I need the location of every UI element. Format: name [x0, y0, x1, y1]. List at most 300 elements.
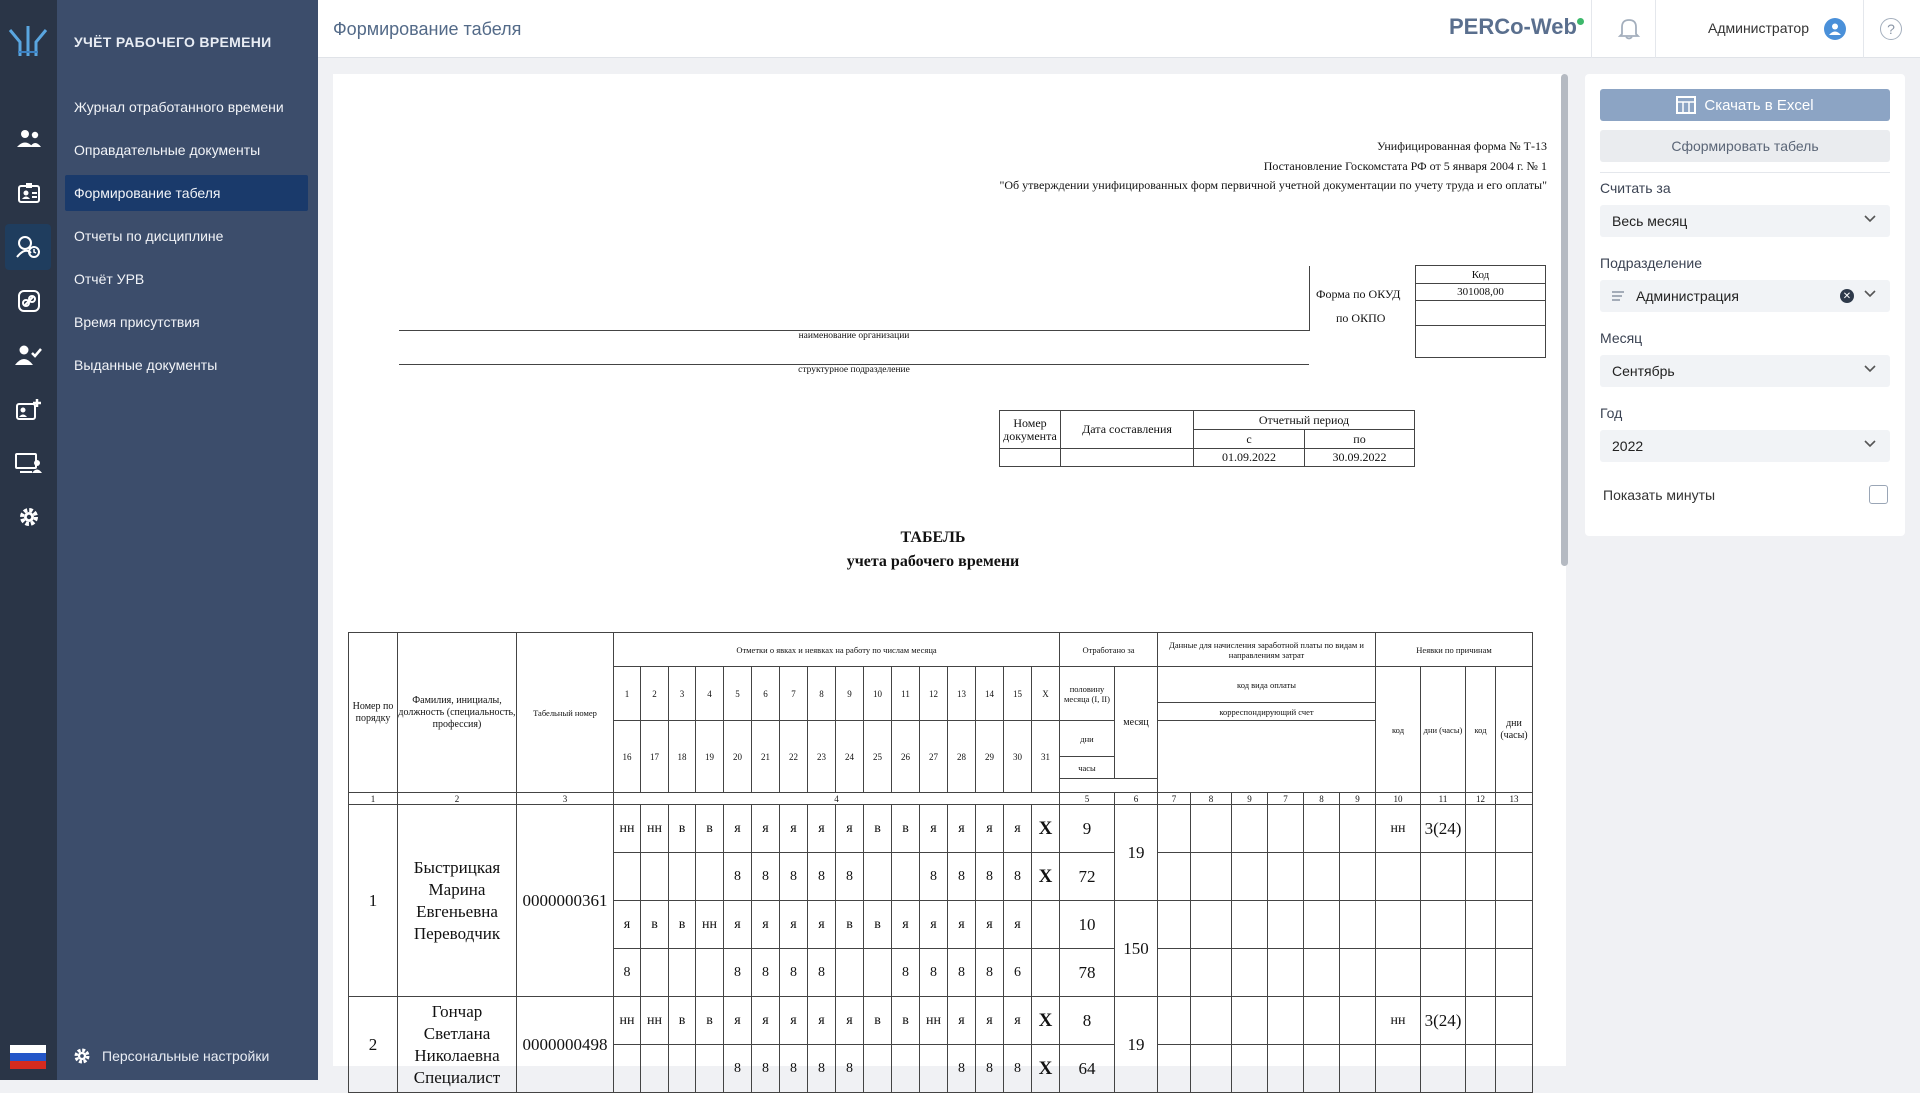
status-dot-icon: [1577, 18, 1584, 25]
period-to-value: 30.09.2022: [1305, 449, 1415, 467]
col-number: 8: [1191, 793, 1232, 805]
half-hours: 72: [1060, 853, 1115, 901]
brand-logo: [1449, 14, 1584, 40]
document-viewer[interactable]: [333, 74, 1566, 1087]
day-mark: 8: [808, 949, 836, 997]
day-mark: нн: [614, 805, 641, 853]
day-number: 16: [614, 721, 641, 793]
day-mark: [641, 949, 669, 997]
abs-days-hours: [1421, 1045, 1466, 1093]
pay-cell: [1268, 901, 1304, 949]
avatar[interactable]: [1824, 18, 1846, 40]
header-tab-number: Табельный номер: [517, 633, 614, 793]
half-days: 10: [1060, 901, 1115, 949]
month-value: Сентябрь: [1612, 363, 1675, 379]
link-icon[interactable]: [0, 278, 57, 324]
header-abs-code-2: код: [1466, 667, 1496, 793]
abs-days-hours-2: [1496, 853, 1533, 901]
day-mark: в: [669, 805, 696, 853]
form-header-line: Унифицированная форма № Т-13: [1376, 139, 1547, 153]
division-caption: структурное подразделение: [798, 365, 910, 375]
abs-days-hours: [1421, 853, 1466, 901]
day-mark: 8: [976, 1045, 1004, 1093]
day-mark: 8: [920, 853, 948, 901]
chevron-down-icon: [1864, 440, 1876, 448]
chevron-down-icon: [1864, 215, 1876, 223]
day-number: 28: [948, 721, 976, 793]
user-avatar-icon: [1828, 22, 1842, 36]
day-mark: 8: [808, 853, 836, 901]
pay-cell: [1158, 805, 1191, 853]
col-number: 7: [1268, 793, 1304, 805]
day-mark: 8: [836, 1045, 864, 1093]
org-caption: наименование организации: [798, 331, 910, 341]
day-mark: я: [1004, 997, 1032, 1045]
half-days: 8: [1060, 997, 1115, 1045]
day-number: X: [1032, 667, 1060, 721]
day-number: 19: [696, 721, 724, 793]
day-number: 20: [724, 721, 752, 793]
day-mark: я: [752, 805, 780, 853]
header-days: дни: [1060, 721, 1115, 757]
month-days: 19: [1115, 805, 1158, 901]
day-number: 11: [892, 667, 920, 721]
abs-days-hours: 3(24): [1421, 805, 1466, 853]
abs-days-hours: [1421, 949, 1466, 997]
user-name[interactable]: Администратор: [1708, 20, 1810, 36]
month-select[interactable]: [1600, 355, 1890, 387]
day-number: 5: [724, 667, 752, 721]
personal-settings-link[interactable]: [72, 1046, 269, 1066]
day-mark: [864, 853, 892, 901]
form-header-line: "Об утверждении унифицированных форм первичной учетной документации по учету труда и его оплаты": [999, 178, 1547, 192]
day-mark: я: [724, 997, 752, 1045]
period-header: Отчетный период: [1194, 411, 1415, 430]
day-number: 2: [641, 667, 669, 721]
day-number: 6: [752, 667, 780, 721]
day-mark: 8: [836, 853, 864, 901]
pay-cell: [1158, 997, 1191, 1045]
day-number: 12: [920, 667, 948, 721]
pay-cell: [1191, 997, 1232, 1045]
download-excel-button[interactable]: [1600, 89, 1890, 121]
table-icon: [1676, 96, 1696, 114]
id-badge-icon[interactable]: [0, 170, 57, 216]
pay-cell: [1191, 805, 1232, 853]
pay-cell: [1304, 901, 1340, 949]
abs-code: нн: [1376, 997, 1421, 1045]
header-month: месяц: [1115, 667, 1158, 779]
day-mark: 8: [976, 853, 1004, 901]
pay-cell: [1158, 901, 1191, 949]
day-number: 18: [669, 721, 696, 793]
day-number: 4: [696, 667, 724, 721]
day-mark: в: [864, 805, 892, 853]
day-mark: нн: [641, 805, 669, 853]
divider: [1309, 266, 1310, 331]
pay-cell: [1304, 805, 1340, 853]
employee-name: Быстрицкая Марина Евгеньевна Переводчик: [398, 805, 517, 997]
day-mark: я: [808, 901, 836, 949]
pay-cell: [1191, 1045, 1232, 1093]
day-mark: [614, 853, 641, 901]
day-number: 26: [892, 721, 920, 793]
pay-cell: [1340, 997, 1376, 1045]
header-name: Фамилия, инициалы, должность (специальность, профессия): [398, 633, 517, 793]
day-number: 14: [976, 667, 1004, 721]
day-mark: X: [1032, 997, 1060, 1045]
abs-days-hours-2: [1496, 997, 1533, 1045]
col-number: 10: [1376, 793, 1421, 805]
day-mark: я: [808, 997, 836, 1045]
period-from-label: с: [1194, 430, 1305, 449]
day-mark: я: [976, 997, 1004, 1045]
day-mark: 8: [948, 1045, 976, 1093]
timesheet-subtitle: учета рабочего времени: [846, 553, 1020, 570]
abs-code-2: [1466, 949, 1496, 997]
docnum-value: [1000, 449, 1061, 467]
day-number: 1: [614, 667, 641, 721]
col-number: 2: [398, 793, 517, 805]
day-number: 9: [836, 667, 864, 721]
day-mark: X: [1032, 853, 1060, 901]
pay-blank: [1158, 721, 1376, 793]
pay-cell: [1268, 997, 1304, 1045]
day-mark: я: [780, 997, 808, 1045]
day-mark: [641, 1045, 669, 1093]
day-mark: X: [1032, 805, 1060, 853]
user-add-icon[interactable]: [0, 386, 57, 432]
day-mark: 8: [948, 853, 976, 901]
pay-cell: [1191, 949, 1232, 997]
pay-cell: [1340, 805, 1376, 853]
day-mark: 8: [1004, 1045, 1032, 1093]
day-mark: в: [669, 901, 696, 949]
day-mark: X: [1032, 1045, 1060, 1093]
day-mark: нн: [920, 997, 948, 1045]
abs-code: [1376, 1045, 1421, 1093]
col-number: 13: [1496, 793, 1533, 805]
col-number: 11: [1421, 793, 1466, 805]
day-number: 8: [808, 667, 836, 721]
half-hours: 64: [1060, 1045, 1115, 1093]
abs-days-hours-2: [1496, 949, 1533, 997]
okud-label: Форма по ОКУД: [1316, 287, 1401, 301]
divider: [1655, 0, 1656, 58]
day-mark: 8: [780, 949, 808, 997]
day-mark: я: [948, 805, 976, 853]
pay-cell: [1232, 805, 1268, 853]
day-mark: в: [696, 805, 724, 853]
menu-item-justifying-documents[interactable]: Оправдательные документы: [74, 142, 261, 158]
day-mark: [669, 853, 696, 901]
day-mark: [892, 853, 920, 901]
day-mark: 8: [752, 1045, 780, 1093]
count-for-select[interactable]: [1600, 205, 1890, 237]
header-account: корреспондирующий счет: [1158, 703, 1376, 721]
day-number: 27: [920, 721, 948, 793]
day-number: 25: [864, 721, 892, 793]
list-icon: [1612, 291, 1624, 301]
generate-timesheet-button[interactable]: Сформировать табель: [1600, 130, 1890, 162]
code-header: Код: [1416, 266, 1546, 284]
period-from-value: 01.09.2022: [1194, 449, 1305, 467]
help-icon[interactable]: ?: [1880, 18, 1902, 40]
day-mark: 8: [752, 949, 780, 997]
day-number: 13: [948, 667, 976, 721]
menu-item-timesheet-generation[interactable]: Формирование табеля: [65, 175, 308, 211]
day-mark: [864, 1045, 892, 1093]
abs-days-hours-2: [1496, 1045, 1533, 1093]
menu-item-urv-report[interactable]: Отчёт УРВ: [74, 271, 145, 287]
day-mark: [864, 949, 892, 997]
icon-rail: [0, 0, 57, 1080]
half-days: 9: [1060, 805, 1115, 853]
employee-name: Гончар Светлана Николаевна Специалист: [398, 997, 517, 1093]
day-mark: 6: [1004, 949, 1032, 997]
half-hours: 78: [1060, 949, 1115, 997]
abs-days-hours: 3(24): [1421, 997, 1466, 1045]
date-value: [1061, 449, 1194, 467]
col-number: 6: [1115, 793, 1158, 805]
day-mark: я: [976, 901, 1004, 949]
header-worked: Отработано за: [1060, 633, 1158, 667]
month-label: Месяц: [1600, 330, 1643, 346]
top-bar: [318, 0, 1920, 58]
day-mark: нн: [614, 997, 641, 1045]
col-number: 12: [1466, 793, 1496, 805]
day-mark: [892, 1045, 920, 1093]
abs-days-hours-2: [1496, 805, 1533, 853]
day-mark: я: [836, 997, 864, 1045]
pay-cell: [1232, 949, 1268, 997]
header-hours: часы: [1060, 757, 1115, 779]
pay-cell: [1232, 1045, 1268, 1093]
day-number: 31: [1032, 721, 1060, 793]
year-select[interactable]: [1600, 430, 1890, 462]
divider: [1863, 0, 1864, 58]
pay-cell: [1268, 1045, 1304, 1093]
personal-settings-label: Персональные настройки: [102, 1048, 270, 1064]
pay-cell: [1340, 949, 1376, 997]
col-number: 9: [1340, 793, 1376, 805]
day-mark: в: [641, 901, 669, 949]
day-mark: я: [724, 901, 752, 949]
count-for-value: Весь месяц: [1612, 213, 1688, 229]
day-number: 3: [669, 667, 696, 721]
count-for-label: Считать за: [1600, 180, 1671, 196]
day-number: 22: [780, 721, 808, 793]
okpo-code: [1416, 301, 1546, 326]
pay-cell: [1158, 1045, 1191, 1093]
day-number: 23: [808, 721, 836, 793]
user-check-icon[interactable]: [0, 332, 57, 378]
day-number: 29: [976, 721, 1004, 793]
day-mark: [920, 1045, 948, 1093]
pay-cell: [1158, 853, 1191, 901]
abs-code-2: [1466, 997, 1496, 1045]
header-number: Номер по порядку: [349, 633, 398, 793]
day-mark: 8: [752, 853, 780, 901]
pay-cell: [1340, 853, 1376, 901]
col-number: 4: [614, 793, 1060, 805]
col-number: 1: [349, 793, 398, 805]
menu-item-issued-documents[interactable]: Выданные документы: [74, 357, 218, 373]
month-hours: 150: [1115, 901, 1158, 997]
day-mark: в: [864, 901, 892, 949]
section-title: УЧЁТ РАБОЧЕГО ВРЕМЕНИ: [74, 34, 272, 50]
day-mark: [669, 949, 696, 997]
perco-logo-icon[interactable]: [6, 22, 50, 60]
pay-cell: [1232, 997, 1268, 1045]
code-box: [1415, 265, 1546, 358]
division-label: Подразделение: [1600, 255, 1703, 271]
pay-cell: [1340, 901, 1376, 949]
day-mark: [836, 949, 864, 997]
pay-cell: [1340, 1045, 1376, 1093]
show-minutes-checkbox[interactable]: [1869, 485, 1888, 504]
download-excel-label: Скачать в Excel: [1704, 96, 1814, 114]
day-number: 10: [864, 667, 892, 721]
day-mark: [641, 853, 669, 901]
employee-tab-number: 0000000361: [517, 805, 614, 997]
divider: [1600, 172, 1890, 173]
abs-code: [1376, 853, 1421, 901]
clear-icon[interactable]: ✕: [1840, 289, 1854, 303]
timesheet-table: [348, 632, 1533, 1093]
brand-name: PERCo-Web: [1449, 14, 1577, 39]
division-select[interactable]: [1600, 280, 1890, 312]
code-empty: [1416, 326, 1546, 358]
day-mark: 8: [892, 949, 920, 997]
abs-code-2: [1466, 1045, 1496, 1093]
header-pay-data: Данные для начисления заработной платы по видам и направлениям затрат: [1158, 633, 1376, 667]
devices-icon[interactable]: [0, 440, 57, 486]
header-half-month: половину месяца (I, II): [1060, 667, 1115, 721]
day-mark: в: [864, 997, 892, 1045]
day-mark: [696, 949, 724, 997]
gear-icon: [72, 1046, 92, 1066]
division-value: Администрация: [1636, 288, 1739, 304]
settings-panel: [1585, 74, 1905, 536]
header-abs-code: код: [1376, 667, 1421, 793]
day-number: 30: [1004, 721, 1032, 793]
day-mark: 8: [724, 853, 752, 901]
chevron-down-icon: [1864, 365, 1876, 373]
time-tracking-icon[interactable]: [5, 224, 51, 270]
pay-cell: [1268, 805, 1304, 853]
docnum-header: Номер документа: [1000, 411, 1061, 449]
abs-days-hours-2: [1496, 901, 1533, 949]
day-mark: я: [1004, 805, 1032, 853]
employee-tab-number: 0000000498: [517, 997, 614, 1093]
day-mark: я: [1004, 901, 1032, 949]
header-abs-days-hours: дни (часы): [1421, 667, 1466, 793]
pay-cell: [1268, 949, 1304, 997]
day-mark: я: [920, 805, 948, 853]
day-mark: я: [780, 805, 808, 853]
year-label: Год: [1600, 405, 1623, 421]
divider: [1591, 0, 1592, 58]
pay-cell: [1191, 901, 1232, 949]
day-mark: я: [752, 997, 780, 1045]
day-mark: 8: [780, 853, 808, 901]
show-minutes-label: Показать минуты: [1603, 487, 1716, 503]
day-mark: нн: [641, 997, 669, 1045]
day-mark: я: [752, 901, 780, 949]
abs-days-hours: [1421, 901, 1466, 949]
menu-item-discipline-reports[interactable]: Отчеты по дисциплине: [74, 228, 224, 244]
abs-code-2: [1466, 901, 1496, 949]
timesheet-title: ТАБЕЛЬ: [900, 529, 966, 546]
day-mark: 8: [808, 1045, 836, 1093]
day-mark: я: [724, 805, 752, 853]
day-mark: 8: [1004, 853, 1032, 901]
pay-cell: [1191, 853, 1232, 901]
day-mark: [614, 1045, 641, 1093]
chevron-down-icon: [1864, 290, 1876, 298]
pay-cell: [1304, 997, 1340, 1045]
abs-code-2: [1466, 805, 1496, 853]
language-flag-icon[interactable]: [10, 1045, 46, 1069]
bell-icon[interactable]: [1618, 16, 1640, 40]
day-mark: [1032, 901, 1060, 949]
day-mark: я: [780, 901, 808, 949]
settings-icon[interactable]: [0, 494, 57, 540]
col-number: 3: [517, 793, 614, 805]
day-number: 24: [836, 721, 864, 793]
pay-cell: [1158, 949, 1191, 997]
day-mark: в: [696, 997, 724, 1045]
header-marks: Отметки о явках и неявках на работу по числам месяца: [614, 633, 1060, 667]
form-header: [999, 137, 1547, 196]
day-mark: я: [948, 901, 976, 949]
day-mark: 8: [780, 1045, 808, 1093]
abs-code: нн: [1376, 805, 1421, 853]
pay-cell: [1232, 853, 1268, 901]
day-mark: 8: [724, 1045, 752, 1093]
col-number: 9: [1232, 793, 1268, 805]
day-mark: я: [948, 997, 976, 1045]
abs-code: [1376, 901, 1421, 949]
day-mark: [1032, 949, 1060, 997]
day-mark: в: [836, 901, 864, 949]
day-mark: 8: [614, 949, 641, 997]
col-number: 7: [1158, 793, 1191, 805]
day-mark: в: [669, 997, 696, 1045]
pay-cell: [1304, 949, 1340, 997]
employee-number: 1: [349, 805, 398, 997]
users-icon[interactable]: [0, 116, 57, 162]
header-abs-days-hours-2: дни (часы): [1496, 667, 1533, 793]
pay-cell: [1304, 1045, 1340, 1093]
day-mark: я: [808, 805, 836, 853]
day-mark: я: [920, 901, 948, 949]
day-mark: [696, 853, 724, 901]
pay-cell: [1232, 901, 1268, 949]
month-days: 19: [1115, 997, 1158, 1093]
day-mark: в: [892, 805, 920, 853]
day-mark: я: [976, 805, 1004, 853]
day-mark: 8: [724, 949, 752, 997]
day-number: 21: [752, 721, 780, 793]
period-to-label: по: [1305, 430, 1415, 449]
okpo-label: по ОКПО: [1336, 311, 1386, 325]
menu-item-presence-time[interactable]: Время присутствия: [74, 314, 200, 330]
document-scrollbar[interactable]: [1561, 74, 1568, 566]
menu-item-work-time-log[interactable]: Журнал отработанного времени: [74, 99, 284, 115]
side-menu: [57, 0, 318, 1080]
